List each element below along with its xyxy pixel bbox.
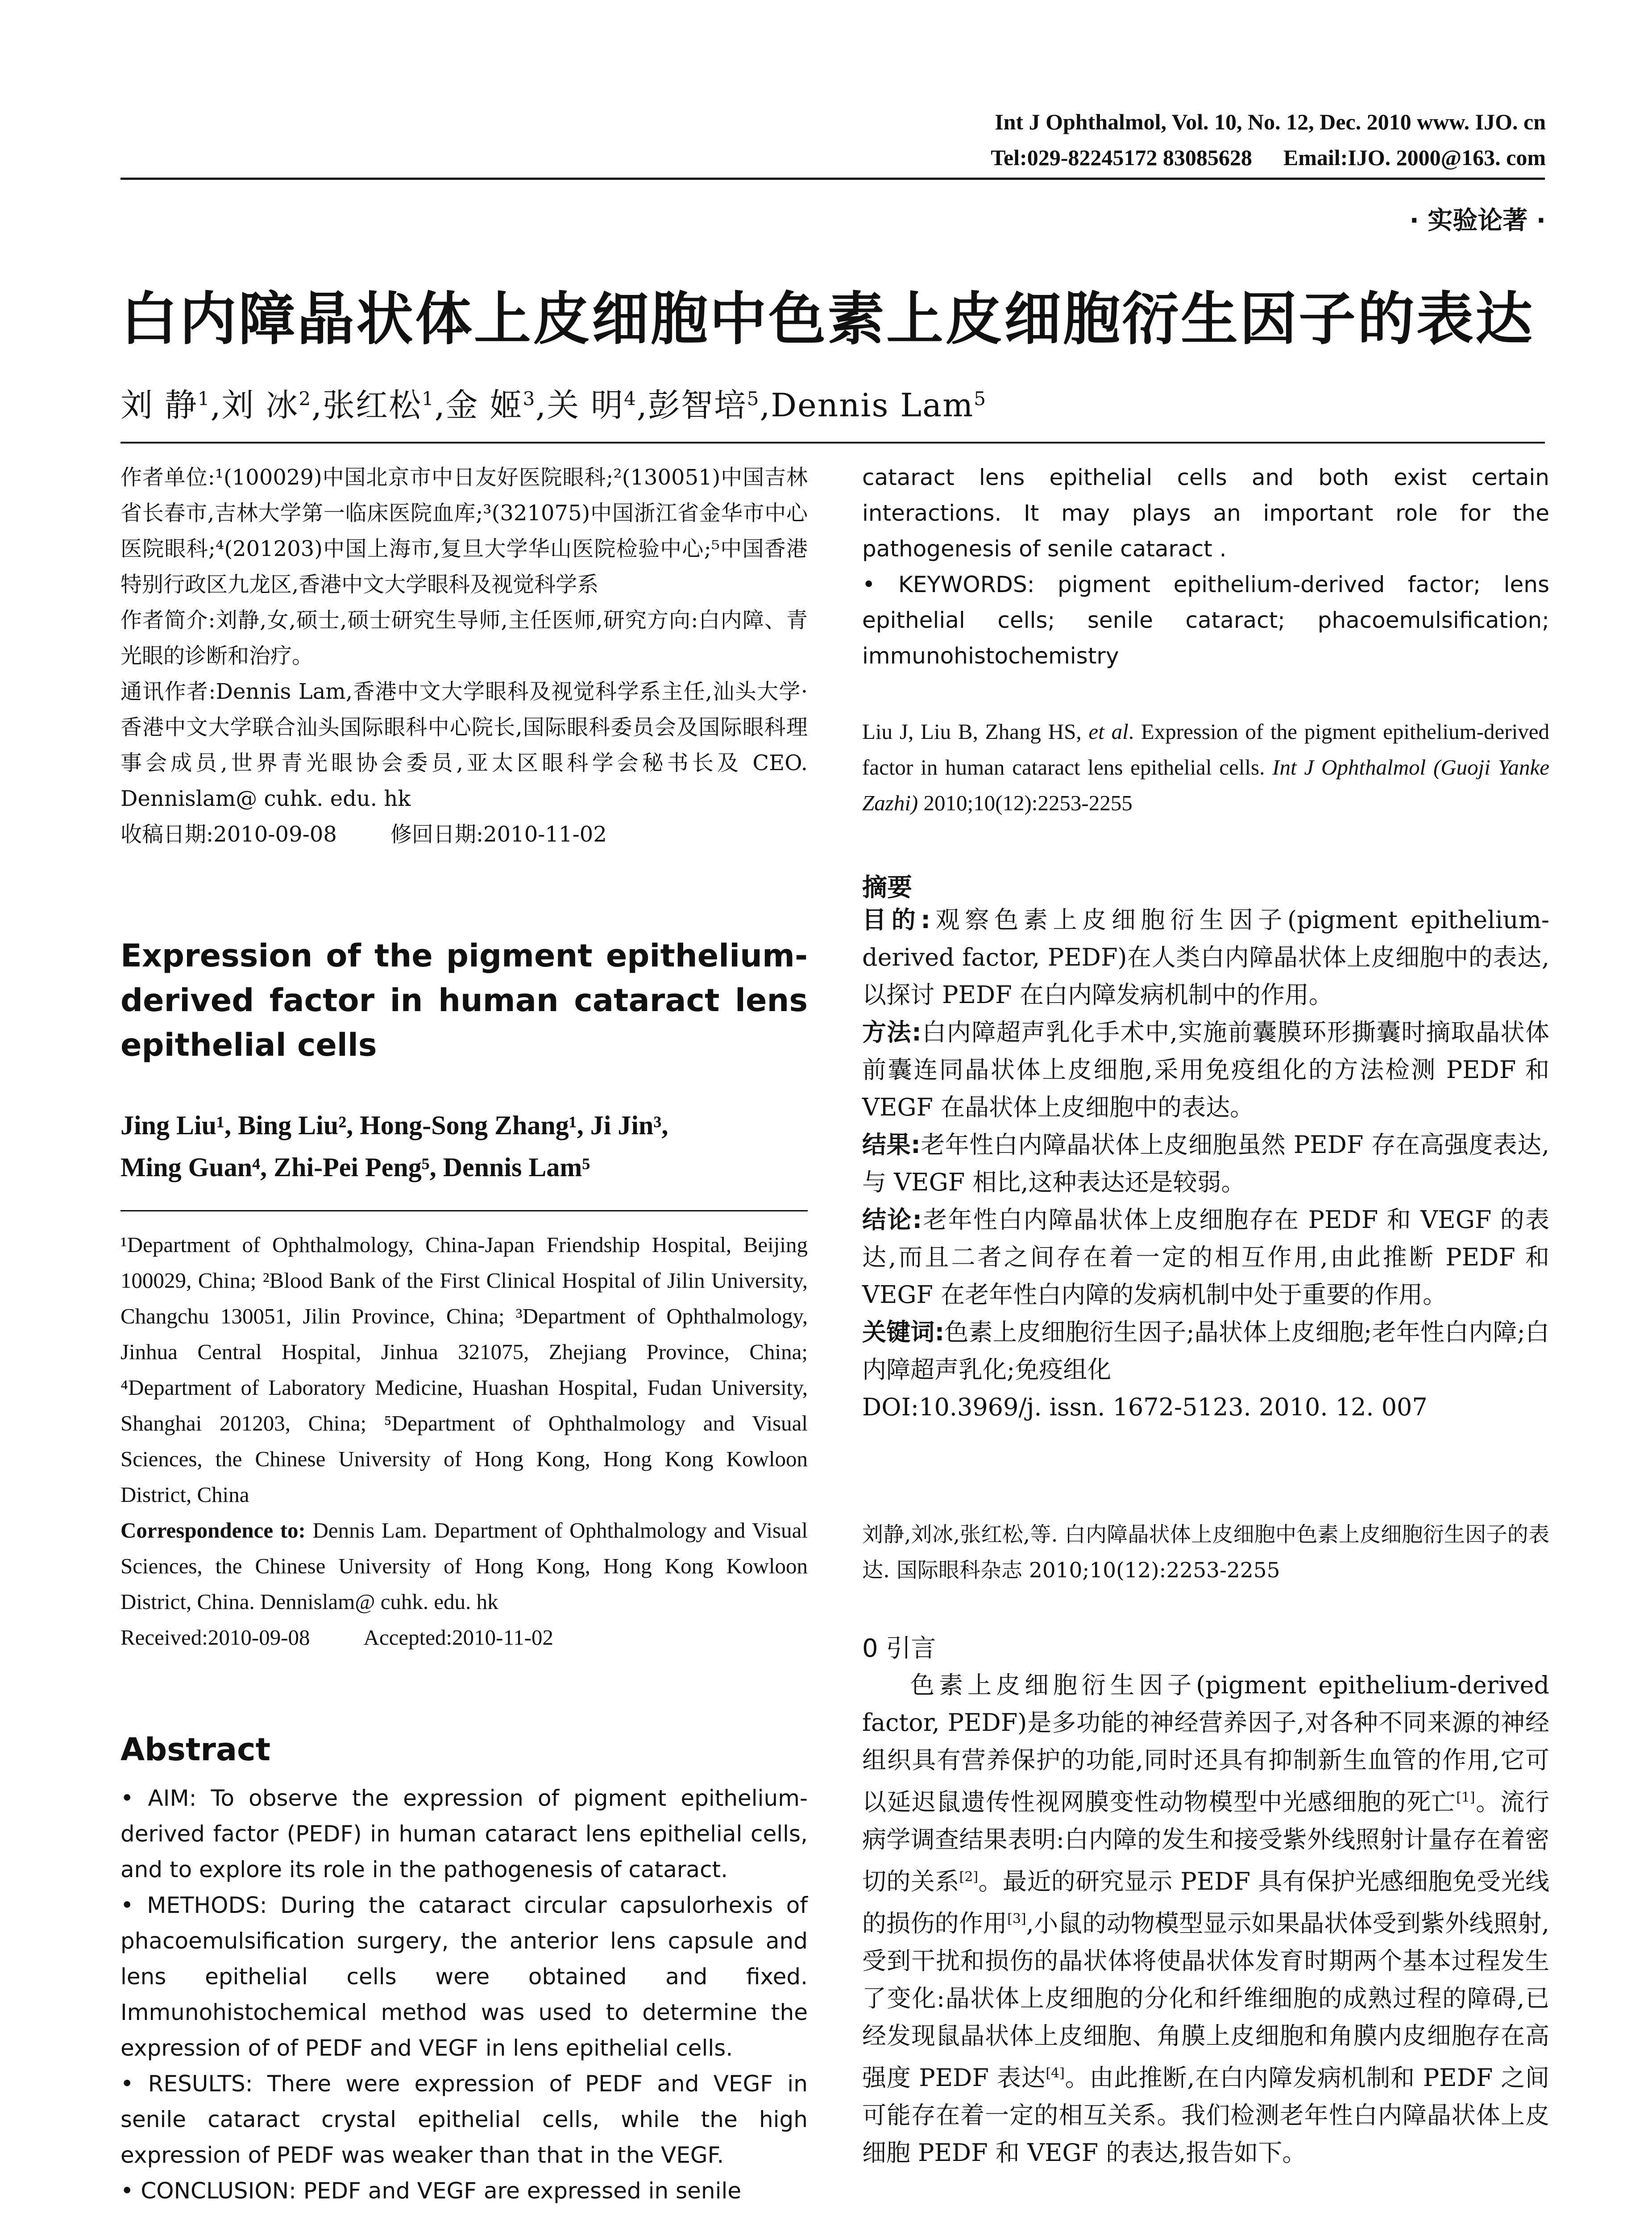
zy-purpose-label: 目的: [862, 906, 930, 934]
abstract-cn [862, 901, 1549, 1426]
title-rule [120, 442, 1545, 444]
author-list-cn: 刘 静$^1$,刘 冰$^2$,张红松$^1$,金 姬$^3$,关 明$^4$,彭智培$^5$,Dennis Lam$^5$ [120, 386, 987, 424]
abstract-conclusion-cont: cataract lens epithelial cells and both exist certain interactions. It may plays an important role for the pathogenesis of senile cataract . [862, 464, 1549, 562]
reference-marker: [4] [1046, 2065, 1065, 2081]
citation-en-year: 2010;10(12):2253-2255 [918, 791, 1133, 815]
zy-results-text: 老年性白内障晶状体上皮细胞虽然 PEDF 存在高强度表达,与 VEGF 相比,这种表达还是较弱。 [862, 1131, 1549, 1196]
header-rule [120, 178, 1545, 180]
author-bio-cn: 作者简介:刘静,女,硕士,硕士研究生导师,主任医师,研究方向:白内障、青光眼的诊断和治疗。 [120, 608, 808, 668]
abstract-heading: Abstract [120, 1731, 271, 1768]
intro-text-2: 。流行病学调查结果表明:白内障的发生和接受紫外线照射计量存在着密切的关系 [862, 1788, 1549, 1895]
received-date-cn: 收稿日期:2010-09-08 [120, 822, 337, 847]
abstract-conclusion-start: • CONCLUSION: PEDF and VEGF are expressed in senile [120, 2178, 742, 2204]
zy-keywords-text: 色素上皮细胞衍生因子;晶状体上皮细胞;老年性白内障;白内障超声乳化;免疫组化 [862, 1318, 1549, 1384]
author-cn: 彭智培 [648, 386, 747, 424]
journal-contact-line [991, 146, 1546, 169]
zy-keywords-label: 关键词: [862, 1318, 945, 1346]
zy-methods [862, 1014, 1549, 1126]
zy-methods-label: 方法: [862, 1018, 921, 1046]
reference-marker: [2] [959, 1869, 979, 1885]
author-sup: 5 [747, 388, 760, 410]
correspondence-cn: 通讯作者:Dennis Lam,香港中文大学眼科及视觉科学系主任,汕头大学·香港中文大学联合汕头国际眼科中心院长,国际眼科委员会及国际眼科理事会成员,世界青光眼协会委员,亚太区眼科学会秘书长及 CEO. Dennislam@ cuhk. edu. hk [120, 679, 808, 811]
intro-text-4: ,小鼠的动物模型显示如果晶状体受到紫外线照射,受到干扰和损伤的晶状体将使晶状体发育时期两个基本过程发生了变化:晶状体上皮细胞的分化和纤维细胞的成熟过程的障碍,已经发现鼠晶状体上皮细胞、角膜上皮细胞和角膜内皮细胞存在高强度 PEDF 表达 [862, 1909, 1550, 2092]
revised-date-cn: 修回日期:2010-11-02 [390, 822, 607, 847]
article-title-en: Expression of the pigment epithelium-derived factor in human cataract lens epithelial cells [120, 937, 808, 1063]
accepted-date-en: Accepted:2010-11-02 [363, 1625, 553, 1650]
correspondence-label: Correspondence to: [120, 1518, 306, 1543]
zy-results [862, 1126, 1549, 1201]
author-sup: 4 [624, 388, 637, 410]
dates-en [120, 1620, 808, 1655]
article-title-cn: 白内障晶状体上皮细胞中色素上皮细胞衍生因子的表达 [120, 286, 1535, 352]
intro-paragraph [862, 1667, 1549, 2172]
journal-header-line: Int J Ophthalmol, Vol. 10, No. 12, Dec. 2010 www. IJO. cn [995, 109, 1546, 134]
affiliation-text: ¹Department of Ophthalmology, China-Japan Friendship Hospital, Beijing 100029, China; ²Blood Bank of the First Clinical Hospital of Jilin University, Changchu 130051, Jilin Province, China; ³Department of Ophthalmology, Jinhua Central Hospital, Jinhua 321075, Zhejiang Province, China; ⁴Department of Laboratory Medicine, Huashan Hospital, Fudan University, Shanghai 201203, China; ⁵Department of Ophthalmology and Visual Sciences, the Chinese University of Hong Kong, Hong Kong Kowloon District, China [120, 1232, 808, 1507]
zy-methods-text: 白内障超声乳化手术中,实施前囊膜环形撕囊时摘取晶状体前囊连同晶状体上皮细胞,采用免疫组化的方法检测 PEDF 和 VEGF 在晶状体上皮细胞中的表达。 [862, 1018, 1549, 1121]
author-sup: 5 [974, 388, 987, 410]
abstract-en [120, 1780, 808, 2209]
citation-en [862, 714, 1549, 821]
author-cn: 刘 冰 [221, 386, 299, 424]
author-cn: 刘 静 [120, 386, 198, 424]
intro-text-5: 。由此推断,在白内障发病机制和 PEDF 之间可能存在着一定的相互关系。我们检测老年性白内障晶状体上皮细胞 PEDF 和 VEGF 的表达,报告如下。 [862, 2064, 1549, 2167]
citation-en-title: . Expression of the pigment epithelium-derived factor in human cataract lens epithelial cells. [862, 719, 1549, 780]
dates-cn [120, 817, 808, 852]
author-units-cn: 作者单位:¹(100029)中国北京市中日友好医院眼科;²(130051)中国吉林省长春市,吉林大学第一临床医院血库;³(321075)中国浙江省金华市中心医院眼科;⁴(201203)中国上海市,复旦大学华山医院检验中心;⁵中国香港特别行政区九龙区,香港中文大学眼科及视觉科学系 [120, 465, 808, 597]
zy-conclusion [862, 1201, 1549, 1314]
author-sup: 2 [299, 388, 312, 410]
zhaiyao-heading: 摘要 [862, 873, 912, 902]
reference-marker: [3] [1007, 1911, 1026, 1927]
section-tag: · 实验论著 · [1409, 206, 1546, 235]
zy-purpose [862, 901, 1549, 1014]
authors-rule [120, 1210, 808, 1211]
abstract-aim: • AIM: To observe the expression of pigment epithelium-derived factor (PEDF) in human cataract lens epithelial cells, and to explore its role in the pathogenesis of cataract. [120, 1785, 808, 1883]
author-cn: 张红松 [323, 386, 422, 424]
author-sup: 3 [523, 388, 536, 410]
citation-en-etal: et al [1088, 719, 1129, 744]
author-line-en-2: Ming Guan⁴, Zhi-Pei Peng⁵, Dennis Lam⁵ [120, 1153, 590, 1182]
zy-keywords [862, 1314, 1549, 1389]
intro-heading: 0 引言 [862, 1634, 936, 1663]
citation-en-authors: Liu J, Liu B, Zhang HS, [862, 719, 1089, 744]
zy-conclusion-text: 老年性白内障晶状体上皮细胞存在 PEDF 和 VEGF 的表达,而且二者之间存在着一定的相互作用,由此推断 PEDF 和 VEGF 在老年性白内障的发病机制中处于重要的作用。 [862, 1206, 1549, 1309]
intro-text-1: 色素上皮细胞衍生因子(pigment epithelium-derived factor, PEDF)是多功能的神经营养因子,对各种不同来源的神经组织具有营养保护的功能,同时还具有抑制新生血管的作用,它可以延迟鼠遗传性视网膜变性动物模型中光感细胞的死亡 [862, 1671, 1549, 1816]
zy-doi: DOI:10.3969/j. issn. 1672-5123. 2010. 12. 007 [862, 1393, 1428, 1421]
received-date-en: Received:2010-09-08 [120, 1625, 310, 1650]
citation-cn: 刘静,刘冰,张红松,等. 白内障晶状体上皮细胞中色素上皮细胞衍生因子的表达. 国际眼科杂志 2010;10(12):2253-2255 [862, 1522, 1549, 1583]
intro-text-3: 。最近的研究显示 PEDF 具有保护光感细胞免受光线的损伤的作用 [862, 1867, 1549, 1937]
author-cn: 金 姬 [445, 386, 523, 424]
author-info-cn [120, 460, 808, 852]
author-cn: 关 明 [547, 386, 624, 424]
reference-marker: [1] [1456, 1790, 1475, 1805]
author-sup: 1 [422, 388, 435, 410]
zy-conclusion-label: 结论: [862, 1206, 922, 1234]
correspondence-en [120, 1513, 808, 1620]
affiliations-en [120, 1227, 808, 1655]
author-line-en-1: Jing Liu¹, Bing Liu², Hong-Song Zhang¹, Ji Jin³, [120, 1111, 668, 1140]
author-list-en [120, 1104, 808, 1188]
correspondence-text: Dennis Lam. Department of Ophthalmology and Visual Sciences, the Chinese University of Hong Kong, Hong Kong Kowloon District, China. Dennislam@ cuhk. edu. hk [120, 1518, 808, 1614]
author-sup: 1 [197, 388, 211, 410]
header-tel: Tel:029-82245172 83085628 [991, 145, 1252, 170]
abstract-methods: • METHODS: During the cataract circular capsulorhexis of phacoemulsification surgery, the anterior lens capsule and lens epithelial cells were obtained and fixed. Immunohistochemical method was used to determine the expression of of PEDF and VEGF in lens epithelial cells. [120, 1892, 808, 2061]
citation-en-journal: Int J Ophthalmol (Guoji Yanke Zazhi) [862, 755, 1549, 815]
zy-purpose-text: 观察色素上皮细胞衍生因子(pigment epithelium-derived factor, PEDF)在人类白内障晶状体上皮细胞中的表达,以探讨 PEDF 在白内障发病机制中的作用。 [862, 906, 1549, 1009]
author-cn: Dennis Lam [771, 386, 974, 424]
abstract-keywords: • KEYWORDS: pigment epithelium-derived factor; lens epithelial cells; senile cataract; phacoemulsification; immunohistochemistry [862, 572, 1549, 669]
abstract-en-continued [862, 460, 1549, 674]
header-email: Email:IJO. 2000@163. com [1283, 145, 1546, 170]
zy-results-label: 结果: [862, 1131, 921, 1159]
abstract-results: • RESULTS: There were expression of PEDF and VEGF in senile cataract crystal epithelial cells, while the high expression of PEDF was weaker than that in the VEGF. [120, 2071, 808, 2168]
